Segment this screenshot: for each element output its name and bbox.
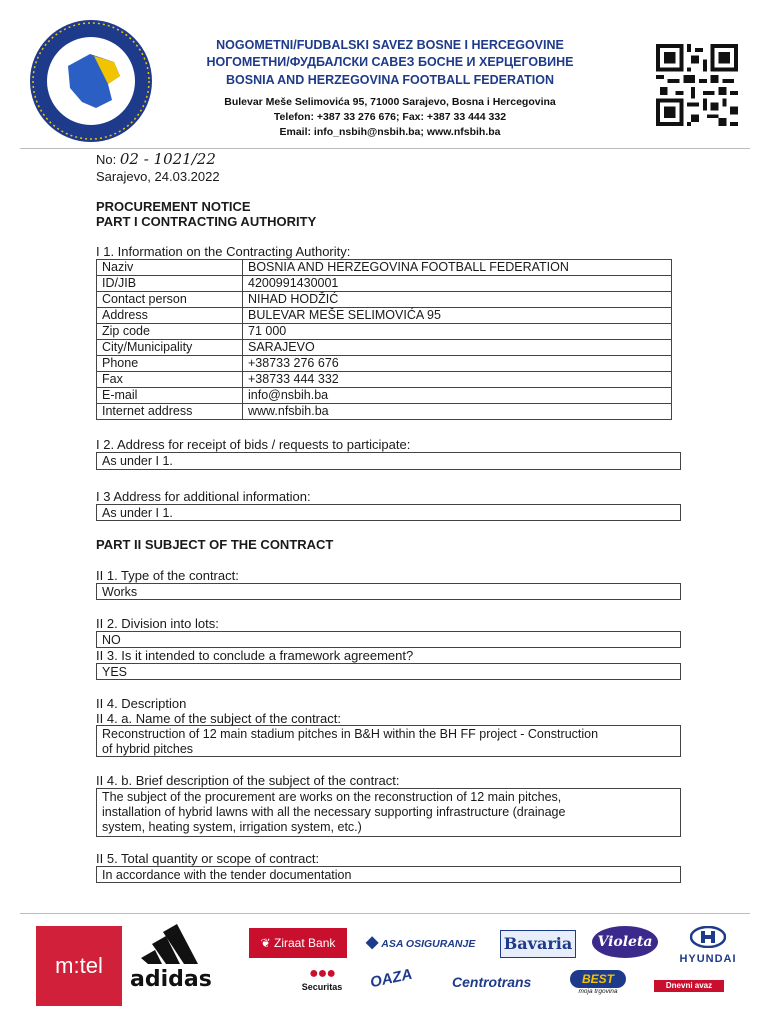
best-tagline: moja trgovina <box>578 988 618 995</box>
ziraat-wheat-icon: ❦ <box>260 936 275 950</box>
authority-table <box>96 259 672 420</box>
part1-heading: PART I CONTRACTING AUTHORITY <box>96 214 317 229</box>
authority-field-value: +38733 444 332 <box>243 372 672 388</box>
hyundai-emblem-icon <box>690 926 726 948</box>
place-date: Sarajevo, 24.03.2022 <box>96 169 220 184</box>
hyundai-logo <box>676 926 740 965</box>
authority-row <box>97 260 672 276</box>
section-ii4b-line2: installation of hybrid lawns with all the necessary supporting infrastructure (drainage <box>102 805 566 819</box>
authority-field-label: Contact person <box>97 292 243 308</box>
authority-field-label: E-mail <box>97 388 243 404</box>
qr-code-icon <box>656 44 738 126</box>
document-number <box>96 152 216 167</box>
section-ii3-label: II 3. Is it intended to conclude a framework agreement? <box>96 648 414 663</box>
section-ii4b-line3: system, heating system, irrigation system, etc.) <box>102 820 362 834</box>
section-ii2-value: NO <box>96 631 681 648</box>
authority-field-value: SARAJEVO <box>243 340 672 356</box>
securitas-logo <box>292 966 352 992</box>
adidas-wordmark: adidas <box>130 967 212 992</box>
section-ii4b-value <box>96 788 681 837</box>
mtel-logo: m:tel <box>36 926 122 1006</box>
authority-row <box>97 388 672 404</box>
authority-row <box>97 356 672 372</box>
authority-field-label: Internet address <box>97 404 243 420</box>
section-ii5-label: II 5. Total quantity or scope of contract: <box>96 851 320 866</box>
authority-field-label: City/Municipality <box>97 340 243 356</box>
adidas-stripes-icon <box>128 924 218 964</box>
centrotrans-logo: Centrotrans <box>452 974 532 990</box>
federation-name-cyrillic: НОГОМЕТНИ/ФУДБАЛСКИ САВЕЗ БОСНЕ И ХЕРЦЕГОВИНЕ <box>206 55 574 69</box>
best-wordmark: BEST <box>570 970 626 988</box>
section-ii3-value: YES <box>96 663 681 680</box>
authority-field-value: BULEVAR MEŠE SELIMOVIĆA 95 <box>243 308 672 324</box>
section-ii4b-line1: The subject of the procurement are works on the reconstruction of 12 main pitches, <box>102 790 562 804</box>
section-ii4a-line2: of hybrid pitches <box>102 742 194 756</box>
best-logo <box>570 970 626 995</box>
section-ii1-label: II 1. Type of the contract: <box>96 568 239 583</box>
authority-row <box>97 276 672 292</box>
header-divider <box>20 148 750 149</box>
authority-field-value: 71 000 <box>243 324 672 340</box>
section-i1-label: I 1. Information on the Contracting Authority: <box>96 244 351 259</box>
authority-field-label: Fax <box>97 372 243 388</box>
federation-name-bosnian: NOGOMETNI/FUDBALSKI SAVEZ BOSNE I HERCEGOVINE <box>216 38 564 52</box>
authority-field-label: Zip code <box>97 324 243 340</box>
oaza-logo: OAZA <box>368 965 414 992</box>
violeta-logo: Violeta <box>592 926 658 958</box>
authority-row <box>97 404 672 420</box>
federation-name-english: BOSNIA AND HERZEGOVINA FOOTBALL FEDERATION <box>225 73 554 87</box>
part2-heading: PART II SUBJECT OF THE CONTRACT <box>96 537 334 552</box>
securitas-wordmark: Securitas <box>301 982 343 992</box>
authority-row <box>97 340 672 356</box>
bavaria-logo: Bavaria <box>500 930 576 958</box>
section-ii4a-value <box>96 725 681 757</box>
section-ii4a-label: II 4. a. Name of the subject of the contract: <box>96 711 341 726</box>
authority-field-value: info@nsbih.ba <box>243 388 672 404</box>
authority-row <box>97 308 672 324</box>
footer-divider <box>20 913 750 914</box>
section-i3-label: I 3 Address for additional information: <box>96 489 311 504</box>
header-phone: Telefon: +387 33 276 676; Fax: +387 33 444 332 <box>273 111 507 123</box>
authority-row <box>97 292 672 308</box>
authority-field-label: ID/JIB <box>97 276 243 292</box>
dnevni-avaz-logo: Dnevni avaz <box>654 980 724 992</box>
asa-diamond-icon: ◆ <box>366 934 379 951</box>
adidas-logo <box>128 924 218 992</box>
asa-osiguranje-logo: ◆ ASA OSIGURANJE <box>366 934 476 951</box>
hyundai-wordmark: HYUNDAI <box>679 953 737 965</box>
authority-row <box>97 324 672 340</box>
authority-field-value: www.nfsbih.ba <box>243 404 672 420</box>
section-ii2-label: II 2. Division into lots: <box>96 616 219 631</box>
authority-field-label: Address <box>97 308 243 324</box>
section-ii4b-label: II 4. b. Brief description of the subject of the contract: <box>96 773 400 788</box>
header-email: Email: info_nsbih@nsbih.ba; www.nfsbih.ba <box>279 126 501 138</box>
securitas-dots-icon: ●●● <box>309 965 335 982</box>
notice-title: PROCUREMENT NOTICE <box>96 199 251 214</box>
authority-row <box>97 372 672 388</box>
authority-field-value: 4200991430001 <box>243 276 672 292</box>
authority-field-label: Naziv <box>97 260 243 276</box>
federation-crest-logo <box>28 18 154 144</box>
section-i2-label: I 2. Address for receipt of bids / requests to participate: <box>96 437 411 452</box>
authority-field-value: NIHAD HODŽIĆ <box>243 292 672 308</box>
section-ii5-value: In accordance with the tender documentation <box>96 866 681 883</box>
header-address: Bulevar Meše Selimovića 95, 71000 Sarajevo, Bosna i Hercegovina <box>224 96 556 108</box>
authority-field-label: Phone <box>97 356 243 372</box>
section-i2-value: As under I 1. <box>96 452 681 470</box>
document-number-handwritten: 02 - 1021/22 <box>119 150 216 168</box>
authority-field-value: BOSNIA AND HERZEGOVINA FOOTBALL FEDERATION <box>243 260 672 276</box>
section-ii4-label: II 4. Description <box>96 696 187 711</box>
document-number-label: No: <box>96 152 117 167</box>
ziraat-bank-logo: ❦ Ziraat Bank <box>249 928 347 958</box>
authority-field-value: +38733 276 676 <box>243 356 672 372</box>
section-ii1-value: Works <box>96 583 681 600</box>
section-i3-value: As under I 1. <box>96 504 681 521</box>
section-ii4a-line1: Reconstruction of 12 main stadium pitches in B&H within the BH FF project - Construction <box>102 727 599 741</box>
